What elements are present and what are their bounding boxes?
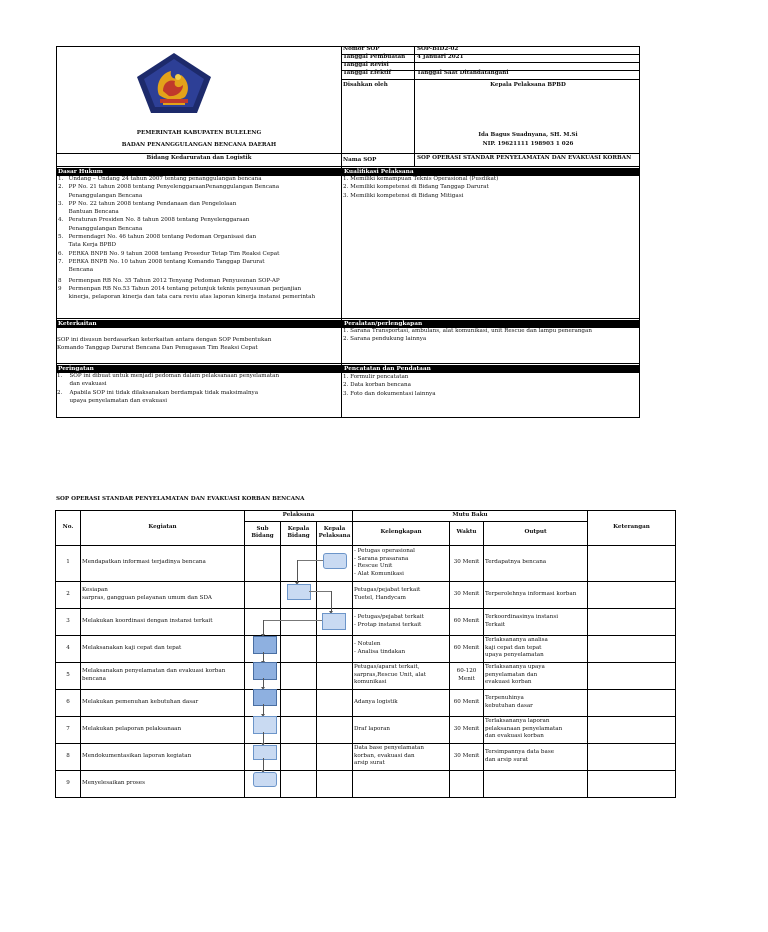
flow-row-waktu: 60 Menit [450,635,484,662]
peralatan-list [343,327,592,344]
flow-cell-keterangan [588,608,676,635]
flow-cell-sub-bidang [245,716,281,743]
flow-cell-sub-bidang [245,689,281,716]
flow-row-kegiatan: Melakukan koordinasi dengan instansi terkait [81,608,245,635]
signer-name: Ida Bagus Suadnyana, SH. M.Si [478,132,578,138]
dasar-hukum-item: 8 Permenpan RB No. 35 Tahun 2012 Tenyang Pedoman Penyusunan SOP-AP [58,277,280,284]
flow-cell-kepala-pelaksana [317,743,353,770]
flow-row-kegiatan: Melaksanakan kaji cepat dan tepat [81,635,245,662]
flow-cell-kepala-pelaksana [317,608,353,635]
flow-row [56,689,676,716]
flow-row-no: 5 [56,662,81,689]
flow-row-waktu: 60 Menit [450,689,484,716]
flow-cell-keterangan [588,545,676,581]
pencatatan-header: Pencatatan dan Pendataan [342,365,640,373]
flow-row [56,743,676,770]
flow-cell-kepala-bidang [281,608,317,635]
keterkaitan-text [57,336,271,353]
dasar-hukum-item: 4. Peraturan Presiden No. 8 tahun 2008 tentang Penyelenggaraan [58,217,250,224]
flow-row-output: Terlaksananya upaya penyelamatan dan evakuasi korban [484,662,588,689]
flow-row-output: Terlaksananya laporan pelaksanaan penyelamatan dan evakuasi korban [484,716,588,743]
flow-row-kegiatan: Melakukan pemenuhan kebutuhan dasar [81,689,245,716]
flow-row-output: Terpenuhinya kebutuhan dasar [484,689,588,716]
flow-cell-kepala-pelaksana [317,689,353,716]
flow-row-no: 6 [56,689,81,716]
flow-row [56,635,676,662]
dasar-hukum-item: 6. PERKA BNPB No. 9 tahun 2008 tentang Prosedur Tetap Tim Reaksi Cepat [58,250,280,257]
flow-row-waktu [450,770,484,797]
dasar-hukum-item: Bantuan Bencana [58,209,119,216]
flow-row-no: 2 [56,581,81,608]
flow-row-waktu: 60 Menit [450,608,484,635]
flow-cell-kepala-bidang [281,662,317,689]
pencatatan-item: 2. Data korban bencana [343,382,411,389]
dasar-hukum-list [58,175,315,301]
col-keterangan: Keterangan [588,511,676,546]
dasar-hukum-header: Dasar Hukum [56,168,341,176]
dasar-hukum-item: Penanggulangan Bencana [58,225,143,232]
nama-sop-value: SOP OPERASI STANDAR PENYELAMATAN DAN EVAKUASI KORBAN [417,155,632,161]
flow-row-kelengkapan: Draf laporan [353,716,450,743]
flow-row-kelengkapan: - Petugas operasional - Sarana prasarana - Rescue Unit - Alat Komunikasi [353,545,450,581]
org-name-line1: PEMERINTAH KABUPATEN BULELENG [136,130,262,136]
peringatan-item: upaya penyelamatan dan evakuasi [57,397,168,404]
col-sub-bidang: Sub Bidang [245,521,281,545]
flow-row-kelengkapan: Petugas/pejabat terkait Tuetel, Handycam [353,581,450,608]
flow-cell-keterangan [588,689,676,716]
flow-row-kelengkapan [353,770,450,797]
flow-table [55,510,676,798]
flow-row-output: Terkoordinasinya instansi Terkait [484,608,588,635]
flow-row-no: 1 [56,545,81,581]
flow-row-no: 3 [56,608,81,635]
flow-cell-sub-bidang [245,662,281,689]
flow-cell-kepala-bidang [281,635,317,662]
flow-row-waktu: 30 Menit [450,581,484,608]
flow-row-kegiatan: Melaksanakan penyelamatan dan evakuasi korban bencana [81,662,245,689]
meta-value-disahkan: Kepala Pelaksana BPBD [490,82,566,88]
regency-logo [133,51,215,115]
flow-row-waktu: 60-120 Menit [450,662,484,689]
flow-row-no: 4 [56,635,81,662]
dasar-hukum-item: Tata Kerja BPBD [58,242,116,249]
peralatan-item: 2. Sarana pendukung lainnya [343,336,427,343]
flow-row-kelengkapan: - Petugas/pejabat terkait - Protap instansi terkait [353,608,450,635]
dasar-hukum-item: 7. PERKA BNPB No. 10 tahun 2008 tentang Komando Tanggap Darurat [58,258,265,265]
flow-cell-sub-bidang [245,608,281,635]
peringatan-list [57,372,279,405]
pencatatan-item: 3. Foto dan dokumentasi lainnya [343,390,436,397]
col-output: Output [484,521,588,545]
flow-row-no: 7 [56,716,81,743]
flow-row [56,608,676,635]
keterkaitan-header: Keterkaitan [56,320,341,328]
peringatan-item: dan evakuasi [57,381,107,388]
flow-cell-sub-bidang [245,743,281,770]
flow-row [56,662,676,689]
flow-cell-kepala-pelaksana [317,716,353,743]
flow-cell-keterangan [588,581,676,608]
flow-row-kelengkapan: Data base penyelamatan korban, evakuasi dan arsip surat [353,743,450,770]
flow-row [56,716,676,743]
flow-row-kegiatan: Menyelesaikan proses [81,770,245,797]
dasar-hukum-item: 3. PP No. 22 tahun 2008 tentang Pendanaan dan Pengelolaan [58,200,237,207]
col-kepala-bidang: Kepala Bidang [281,521,317,545]
flow-cell-keterangan [588,716,676,743]
signer-nip: NIP. 19621111 198903 1 026 [482,141,574,147]
meta-label-nomor: Nomor SOP [343,46,380,52]
meta-value-pembuatan: 4 Januari 2021 [417,54,464,60]
flow-row-kegiatan: Mendapatkan informasi terjadinya bencana [81,545,245,581]
flow-cell-keterangan [588,635,676,662]
meta-value-nomor: SOP-BID2-02 [417,46,459,52]
flow-row-waktu: 30 Menit [450,716,484,743]
flow-cell-kepala-bidang [281,716,317,743]
flow-cell-keterangan [588,743,676,770]
flow-cell-kepala-pelaksana [317,581,353,608]
kualifikasi-list [343,175,498,200]
org-name-line2: BADAN PENANGGULANGAN BENCANA DAERAH [121,142,277,148]
peralatan-item: 1. Sarana Transportasi, ambulans, alat komunikasi, unit Rescue dan lampu penerangan [343,328,592,334]
flow-cell-keterangan [588,770,676,797]
flow-cell-sub-bidang [245,635,281,662]
flow-row-kelengkapan: Adanya logistik [353,689,450,716]
flow-row-kegiatan: Melakukan pelaporan pelaksanaan [81,716,245,743]
flow-row-kegiatan: Mendokumentasikan laporan kegiatan [81,743,245,770]
flow-row-kelengkapan: Petugas/aparat terkait, sarpras,Rescue Unit, alat komunikasi [353,662,450,689]
kualifikasi-item: 3. Memiliki kompetensi di Bidang Mitigasi [343,192,464,199]
nama-sop-label: Nama SOP [343,157,377,163]
kualifikasi-item: 2. Memiliki kompetensi di Bidang Tanggap Darurat [343,184,489,191]
flow-cell-kepala-bidang [281,689,317,716]
col-kelengkapan: Kelengkapan [353,521,450,545]
peringatan-item: 1. SOP ini dibuat untuk menjadi pedoman dalam pelaksanaan penyelamatan [57,373,280,379]
keterkaitan-line: Komando Tanggap Darurat Bencana Dan Penugasan Tim Reaksi Cepat [57,345,258,352]
flow-cell-keterangan [588,662,676,689]
flow-row-waktu: 30 Menit [450,743,484,770]
flow-row-output: Terperolehnya informasi korban [484,581,588,608]
flow-row-no: 9 [56,770,81,797]
flow-cell-sub-bidang [245,545,281,581]
dasar-hukum-item: 9 Permenpan RB No.53 Tahun 2014 tentang petunjuk teknis penyusunan perjanjian [58,285,302,292]
col-kepala-pelaksana: Kepala Pelaksana [317,521,353,545]
flow-cell-kepala-bidang [281,581,317,608]
meta-label-disahkan: Disahkan oleh [343,82,388,88]
flow-row-output: Terlaksananya analisa kaji cepat dan tepat upaya penyelamatan [484,635,588,662]
flow-row-output [484,770,588,797]
flow-title: SOP OPERASI STANDAR PENYELAMATAN DAN EVAKUASI KORBAN BENCANA [56,496,305,502]
col-kegiatan: Kegiatan [81,511,245,546]
flow-row [56,545,676,581]
dasar-hukum-item: 1. Undang – Undang 24 tahun 2007 tentang penanggulangan bencana [58,176,262,182]
pencatatan-list [343,373,436,398]
flow-cell-kepala-pelaksana [317,545,353,581]
dasar-hukum-item: 2. PP No. 21 tahun 2008 tentang PenyelenggaraanPenanggulangan Bencana [58,184,280,191]
flow-row-output: Terdapatnya bencana [484,545,588,581]
flow-row-waktu: 30 Menit [450,545,484,581]
col-pelaksana: Pelaksana [245,511,353,522]
flow-cell-kepala-bidang [281,743,317,770]
flow-row-kegiatan: Kesiapan sarpras, gangguan pelayanan umum dan SDA [81,581,245,608]
peringatan-header: Peringatan [56,365,341,373]
dasar-hukum-item: 5. Permendagri No. 46 tahun 2008 tentang Pedoman Organisasi dan [58,234,257,241]
flow-cell-sub-bidang [245,770,281,797]
kualifikasi-header: Kualifikasi Pelaksana [342,168,640,176]
flow-row-kelengkapan: - Notulen - Analisa tindakan [353,635,450,662]
keterkaitan-line: SOP ini disusun berdasarkan keterkaitan antara dengan SOP Pembentukan [57,337,272,343]
peralatan-header: Peralatan/perlengkapan [342,320,640,328]
flow-cell-kepala-pelaksana [317,662,353,689]
flow-cell-sub-bidang [245,581,281,608]
col-no: No. [56,511,81,546]
meta-label-pembuatan: Tanggal Pembuatan [343,54,406,60]
meta-value-efektif: Tanggal Saat Ditandatangani [417,70,509,76]
flow-row [56,770,676,797]
meta-label-efektif: Tanggal Efektif [343,70,392,76]
col-mutu-baku: Mutu Baku [353,511,588,522]
flow-cell-kepala-bidang [281,545,317,581]
meta-label-revisi: Tanggal Revisi [343,62,389,68]
dasar-hukum-item: kinerja, pelaporan kinerja dan tata cara reviu atas laporan kinerja instansi pemerintah [58,294,316,301]
bidang-label: Bidang Kedaruratan dan Logistik [146,155,252,161]
dasar-hukum-item: Penanggulangan Bencana [58,192,143,199]
flow-row-output: Tersimpannya data base dan arsip surat [484,743,588,770]
flow-row-no: 8 [56,743,81,770]
col-waktu: Waktu [450,521,484,545]
pencatatan-item: 1. Formulir pencatatan [343,374,409,380]
flow-row [56,581,676,608]
peringatan-item: 2. Apabila SOP ini tidak dilaksanakan berdampak tidak maksimalnya [57,389,259,396]
dasar-hukum-item: Bencana [58,267,94,274]
flow-cell-kepala-bidang [281,770,317,797]
flow-cell-kepala-pelaksana [317,770,353,797]
kualifikasi-item: 1. Memiliki kemampuan Teknis Operasional (Pusdikat) [343,176,499,182]
flow-cell-kepala-pelaksana [317,635,353,662]
